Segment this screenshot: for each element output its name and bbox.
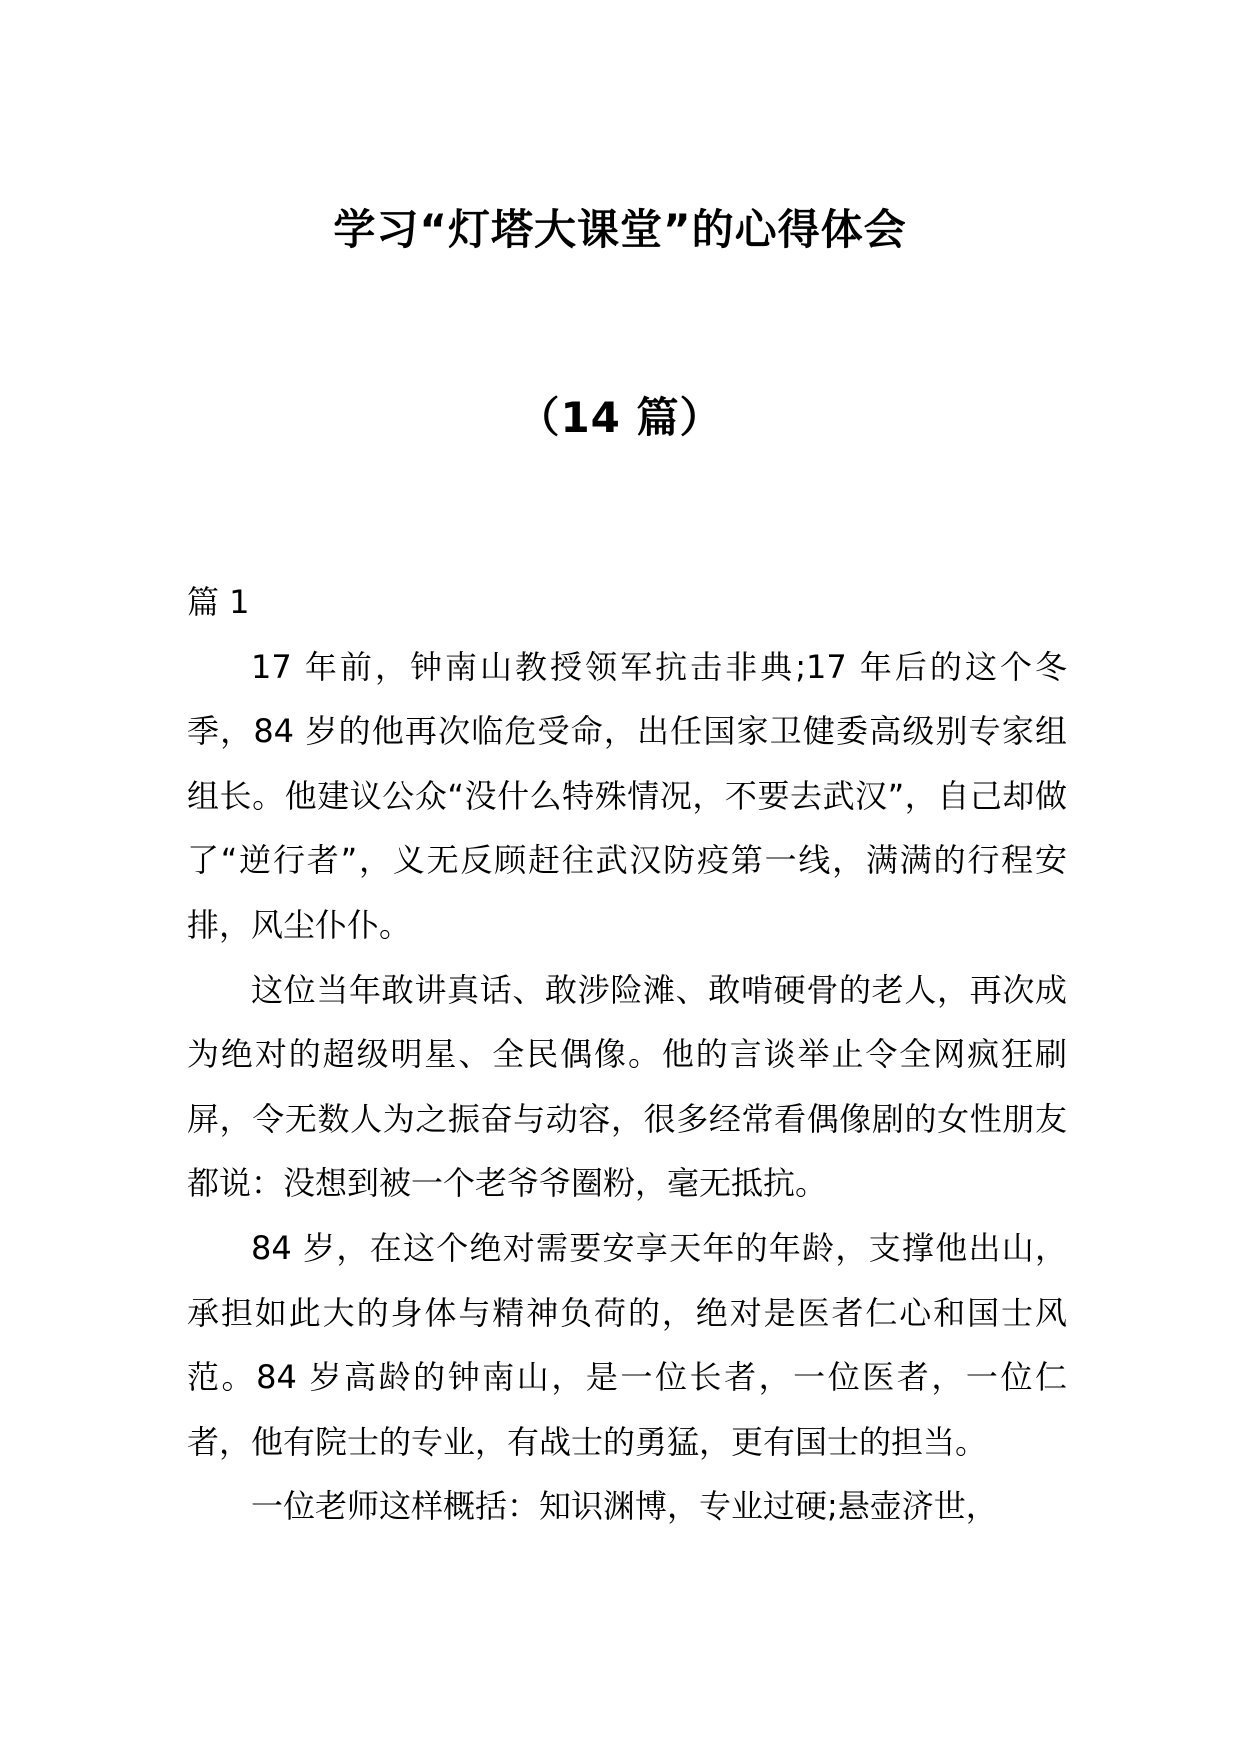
document-subtitle: （14 篇）	[517, 393, 723, 442]
document-title: 学习“灯塔大课堂”的心得体会	[333, 205, 907, 254]
paragraph-1: 17 年前，钟南山教授领军抗击非典;17 年后的这个冬季，84 岁的他再次临危受命，出任国家卫健委高级别专家组组长。他建议公众“没什么特殊情况，不要去武汉”，自己却做了“逆行者”，义无反顾赶往武汉防疫第一线，满满的行程安排，风尘仆仆。	[187, 647, 1067, 944]
document-body	[187, 570, 1067, 1539]
paragraph-3: 84 岁，在这个绝对需要安享天年的年龄，支撑他出山，承担如此大的身体与精神负荷的，绝对是医者仁心和国士风范。84 岁高龄的钟南山，是一位长者，一位医者，一位仁者，他有院士的专业，有战士的勇猛，更有国士的担当。	[187, 1228, 1067, 1461]
section-label: 篇 1	[187, 583, 250, 621]
paragraph-2: 这位当年敢讲真话、敢涉险滩、敢啃硬骨的老人，再次成为绝对的超级明星、全民偶像。他的言谈举止令全网疯狂刷屏，令无数人为之振奋与动容，很多经常看偶像剧的女性朋友都说：没想到被一个老爷爷圈粉，毫无抵抗。	[187, 970, 1067, 1203]
paragraph-4: 一位老师这样概括：知识渊博，专业过硬;悬壶济世，	[251, 1487, 998, 1526]
